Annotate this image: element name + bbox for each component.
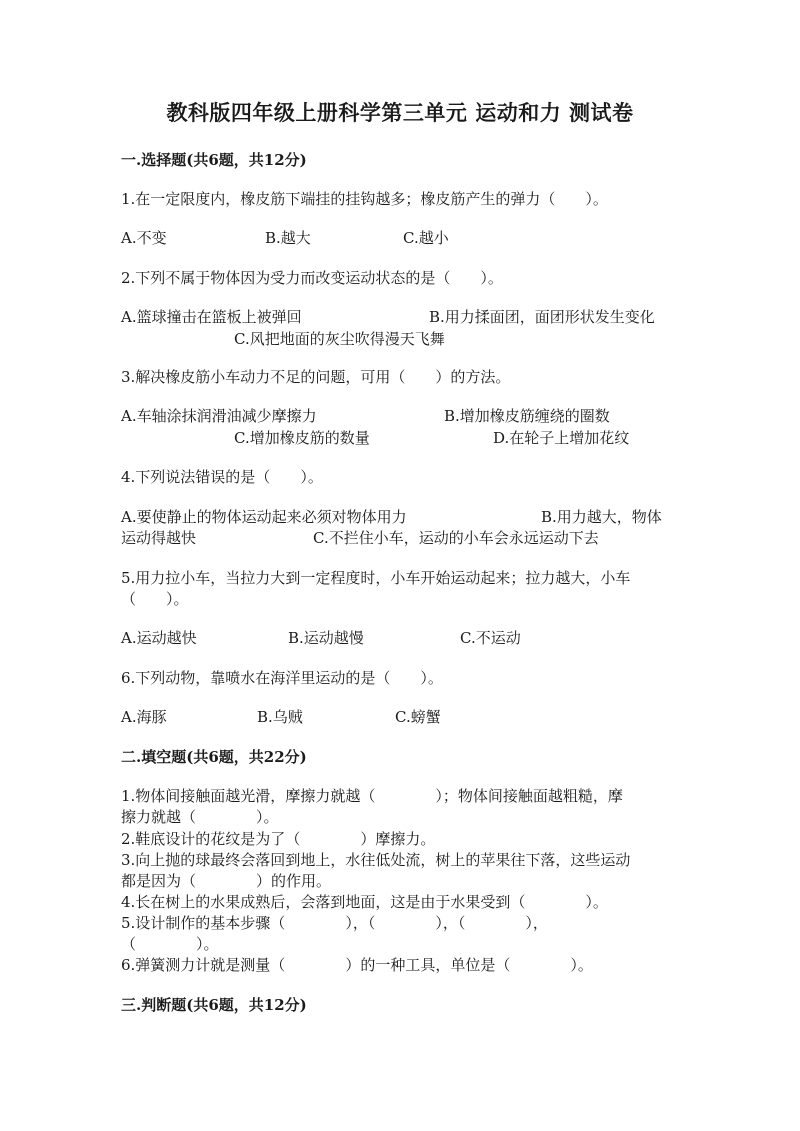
question-1-stem: 1.在一定限度内，橡皮筋下端挂的挂钩越多；橡皮筋产生的弹力（ ）。 <box>121 190 608 208</box>
fill-question-3-line-1: 3.向上抛的球最终会落回到地上，水往低处流，树上的苹果往下落，这些运动 <box>121 851 631 869</box>
question-1-option-b: B.越大 <box>265 229 311 247</box>
question-4-option-b: B.用力越大，物体 <box>541 508 662 526</box>
question-4-option-b-cont: 运动得越快 <box>121 529 197 547</box>
section-heading-judge: 三.判断题(共6题，共12分) <box>121 996 307 1014</box>
question-5-option-a: A.运动越快 <box>121 629 197 647</box>
fill-question-1-line-2: 擦力就越（ ）。 <box>121 808 279 826</box>
question-4-option-a: A.要使静止的物体运动起来必须对物体用力 <box>121 508 407 526</box>
question-2-option-a: A.篮球撞击在篮板上被弹回 <box>121 308 302 326</box>
question-5-stem: 5.用力拉小车，当拉力大到一定程度时，小车开始运动起来；拉力越大，小车 <box>121 569 631 587</box>
question-6-option-a: A.海豚 <box>121 708 167 726</box>
question-4-option-c: C.不拦住小车，运动的小车会永远运动下去 <box>313 529 599 547</box>
question-6-option-c: C.螃蟹 <box>395 708 441 726</box>
question-3-stem: 3.解决橡皮筋小车动力不足的问题，可用（ ）的方法。 <box>121 368 511 386</box>
question-3-option-a: A.车轴涂抹润滑油减少摩擦力 <box>121 407 317 425</box>
question-2-option-b: B.用力揉面团，面团形状发生变化 <box>429 308 655 326</box>
fill-question-2: 2.鞋底设计的花纹是为了（ ）摩擦力。 <box>121 830 436 848</box>
question-3-option-d: D.在轮子上增加花纹 <box>493 429 630 447</box>
question-3-option-b: B.增加橡皮筋缠绕的圈数 <box>444 407 610 425</box>
fill-question-5-line-2: （ ）。 <box>121 935 219 953</box>
question-6-option-b: B.乌贼 <box>257 708 303 726</box>
fill-question-6: 6.弹簧测力计就是测量（ ）的一种工具，单位是（ ）。 <box>121 956 593 974</box>
question-1-option-a: A.不变 <box>121 229 167 247</box>
question-4-stem: 4.下列说法错误的是（ ）。 <box>121 468 323 486</box>
fill-question-1-line-1: 1.物体间接触面越光滑，摩擦力就越（ ）；物体间接触面越粗糙，摩 <box>121 787 623 805</box>
question-6-stem: 6.下列动物，靠喷水在海洋里运动的是（ ）。 <box>121 669 443 687</box>
question-3-option-c: C.增加橡皮筋的数量 <box>234 429 370 447</box>
question-1-option-c: C.越小 <box>403 229 449 247</box>
fill-question-5-line-1: 5.设计制作的基本步骤（ ），（ ），（ ）， <box>121 914 548 932</box>
question-5-stem-cont: （ ）。 <box>121 590 189 608</box>
fill-question-4: 4.长在树上的水果成熟后，会落到地面，这是由于水果受到（ ）。 <box>121 893 608 911</box>
section-heading-choice: 一.选择题(共6题，共12分) <box>121 151 307 169</box>
page-title: 教科版四年级上册科学第三单元 运动和力 测试卷 <box>166 100 634 125</box>
question-5-option-b: B.运动越慢 <box>288 629 364 647</box>
fill-question-3-line-2: 都是因为（ ）的作用。 <box>121 872 332 890</box>
section-heading-fill: 二.填空题(共6题，共22分) <box>121 748 307 766</box>
question-5-option-c: C.不运动 <box>460 629 521 647</box>
question-2-stem: 2.下列不属于物体因为受力而改变运动状态的是（ ）。 <box>121 269 503 287</box>
question-2-option-c: C.风把地面的灰尘吹得漫天飞舞 <box>234 330 445 348</box>
